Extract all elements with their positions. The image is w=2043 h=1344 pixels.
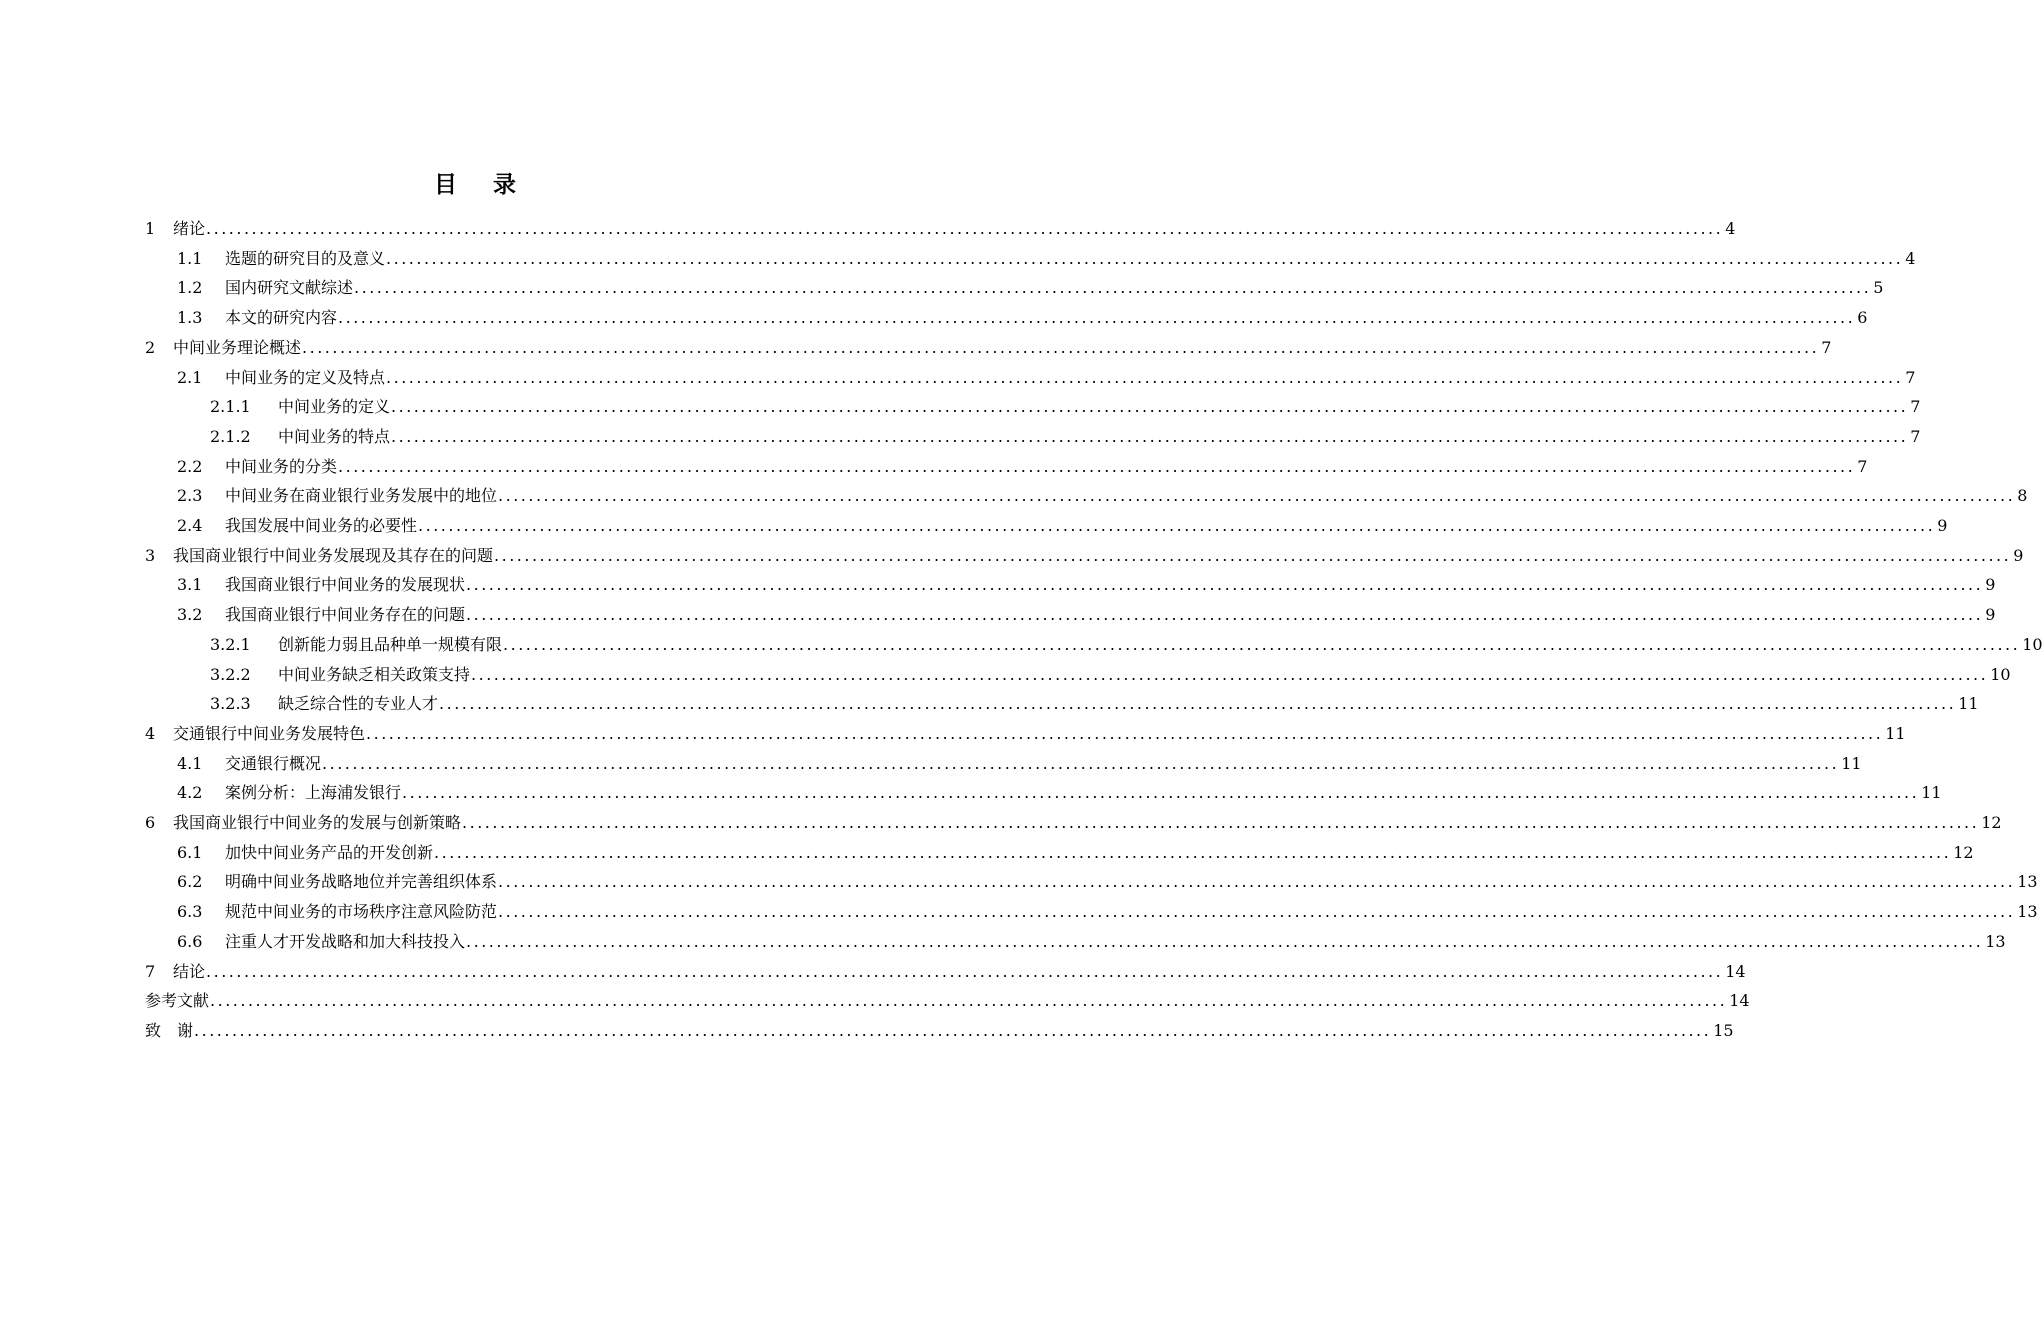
dot-leader: ........................................................................................................................................................................................................ xyxy=(322,753,1840,773)
toc-entry-title: 创新能力弱且品种单一规模有限 xyxy=(278,634,503,654)
toc-entry-page: 9 xyxy=(1985,605,1996,625)
toc-entry-number: 3.2.1 xyxy=(210,634,251,654)
toc-entry[interactable] xyxy=(145,986,1750,1016)
toc-entry-page: 13 xyxy=(2017,902,2038,922)
toc-entry[interactable] xyxy=(177,511,1948,541)
page-title: 目 录 xyxy=(433,172,530,198)
toc-entry-number: 3.1 xyxy=(177,575,203,595)
toc-entry-title: 选题的研究目的及意义 xyxy=(225,248,386,268)
toc-entry[interactable] xyxy=(145,214,1736,244)
toc-entry-title: 明确中间业务战略地位并完善组织体系 xyxy=(225,872,498,892)
toc-entry-number: 2.3 xyxy=(177,486,203,506)
dot-leader: ........................................................................................................................................................................................................ xyxy=(206,961,1724,981)
toc-entry-title: 参考文献 xyxy=(145,991,210,1011)
toc-entry-title: 中间业务理论概述 xyxy=(173,337,302,357)
dot-leader: ........................................................................................................................................................................................................ xyxy=(210,991,1728,1011)
toc-entry-page: 9 xyxy=(1985,575,1996,595)
toc-entry[interactable] xyxy=(177,452,1868,482)
toc-entry[interactable] xyxy=(145,957,1746,987)
toc-entry-number: 3 xyxy=(145,545,156,565)
toc-entry-page: 15 xyxy=(1713,1020,1734,1040)
toc-entry-number: 2.1 xyxy=(177,367,203,387)
toc-entry[interactable] xyxy=(177,244,1916,274)
toc-entry-page: 11 xyxy=(1921,783,1942,803)
toc-entry-page: 4 xyxy=(1725,219,1736,238)
dot-leader: ........................................................................................................................................................................................................ xyxy=(391,426,1909,446)
toc-entry-title: 中间业务的分类 xyxy=(225,456,338,476)
toc-entry[interactable] xyxy=(210,689,1979,719)
toc-entry-page: 14 xyxy=(1725,961,1746,981)
toc-entry-title: 交通银行中间业务发展特色 xyxy=(173,723,366,743)
toc-entry[interactable] xyxy=(177,481,2028,511)
toc-entry-page: 9 xyxy=(2013,545,2024,565)
toc-entry-number: 4.1 xyxy=(177,753,203,773)
toc-entry-page: 8 xyxy=(2017,486,2028,506)
dot-leader: ........................................................................................................................................................................................................ xyxy=(391,397,1909,417)
toc-entry[interactable] xyxy=(210,660,2011,690)
toc-entry-number: 2 xyxy=(145,337,156,357)
toc-entry-title: 结论 xyxy=(173,961,206,981)
dot-leader: ........................................................................................................................................................................................................ xyxy=(386,248,1904,268)
toc-entry-number: 4 xyxy=(145,723,156,743)
toc-entry-number: 6.3 xyxy=(177,902,203,922)
toc-entry-title: 我国商业银行中间业务存在的问题 xyxy=(225,605,466,625)
dot-leader: ........................................................................................................................................................................................................ xyxy=(498,902,2016,922)
dot-leader: ........................................................................................................................................................................................................ xyxy=(302,337,1820,357)
toc-entry-title: 案例分析：上海浦发银行 xyxy=(225,783,402,803)
toc-entry-page: 12 xyxy=(1953,842,1974,862)
toc-entry-page: 14 xyxy=(1729,991,1750,1011)
toc-entry[interactable] xyxy=(177,897,2038,927)
toc-entry-title: 注重人才开发战略和加大科技投入 xyxy=(225,931,466,951)
dot-leader: ........................................................................................................................................................................................................ xyxy=(471,664,1989,684)
toc-entry-title: 本文的研究内容 xyxy=(225,308,338,328)
toc-entry[interactable] xyxy=(210,630,2043,660)
toc-entry-title: 中间业务的定义 xyxy=(278,397,391,417)
dot-leader: ........................................................................................................................................................................................................ xyxy=(338,308,1856,328)
toc-entry[interactable] xyxy=(177,273,1884,303)
dot-leader: ........................................................................................................................................................................................................ xyxy=(338,456,1856,476)
toc-entry-number: 2.4 xyxy=(177,516,203,535)
toc-entry-title: 加快中间业务产品的开发创新 xyxy=(225,842,434,862)
toc-entry-number: 2.2 xyxy=(177,456,203,476)
dot-leader: ........................................................................................................................................................................................................ xyxy=(366,723,1884,743)
toc-entry-page: 7 xyxy=(1821,337,1832,357)
toc-entry-number: 6.1 xyxy=(177,842,203,862)
toc-entry-page: 7 xyxy=(1905,367,1916,387)
toc-entry[interactable] xyxy=(177,778,1942,808)
toc-entry-page: 6 xyxy=(1857,308,1868,328)
toc-entry-page: 7 xyxy=(1910,397,1921,417)
toc-entry-number: 6 xyxy=(145,813,156,832)
dot-leader: ........................................................................................................................................................................................................ xyxy=(402,783,1920,803)
toc-entry[interactable] xyxy=(145,808,2002,838)
toc-entry-number: 3.2.2 xyxy=(210,664,251,684)
dot-leader: ........................................................................................................................................................................................................ xyxy=(439,694,1957,714)
toc-entry[interactable] xyxy=(145,333,1832,363)
dot-leader: ........................................................................................................................................................................................................ xyxy=(498,872,2016,892)
dot-leader: ........................................................................................................................................................................................................ xyxy=(466,931,1984,951)
toc-entry-number: 7 xyxy=(145,961,156,981)
toc-entry-title: 交通银行概况 xyxy=(225,753,322,773)
toc-entry-title: 规范中间业务的市场秩序注意风险防范 xyxy=(225,902,498,922)
toc-entry-page: 11 xyxy=(1841,753,1862,773)
dot-leader: ........................................................................................................................................................................................................ xyxy=(462,813,1980,832)
toc-entry-page: 11 xyxy=(1958,694,1979,714)
toc-entry-title: 中间业务的特点 xyxy=(278,426,391,446)
toc-entry-page: 10 xyxy=(1990,664,2011,684)
toc-entry-title: 我国商业银行中间业务的发展与创新策略 xyxy=(173,813,462,832)
toc-entry-title: 我国商业银行中间业务发展现及其存在的问题 xyxy=(173,545,494,565)
toc-entry[interactable] xyxy=(177,838,1974,868)
toc-entry-page: 7 xyxy=(1910,426,1921,446)
toc-entry-page: 7 xyxy=(1857,456,1868,476)
toc-entry[interactable] xyxy=(177,749,1862,779)
toc-entry-page: 13 xyxy=(1985,931,2006,951)
toc-entry-title: 我国发展中间业务的必要性 xyxy=(225,516,418,535)
toc-entry-title: 绪论 xyxy=(173,219,206,238)
toc-entry[interactable] xyxy=(177,570,1996,600)
dot-leader: ........................................................................................................................................................................................................ xyxy=(494,545,2012,565)
toc-entry-page: 4 xyxy=(1905,248,1916,268)
toc-entry-number: 6.2 xyxy=(177,872,203,892)
toc-entry-number: 1.3 xyxy=(177,308,203,328)
toc-entry-number: 2.1.1 xyxy=(210,397,251,417)
toc-entry-page: 10 xyxy=(2022,634,2043,654)
toc-entry[interactable] xyxy=(210,392,1921,422)
toc-entry-number: 3.2.3 xyxy=(210,694,251,714)
toc-entry-page: 9 xyxy=(1937,516,1948,535)
dot-leader: ........................................................................................................................................................................................................ xyxy=(354,278,1872,298)
toc-entry[interactable] xyxy=(177,927,2006,957)
toc-entry-page: 5 xyxy=(1873,278,1884,298)
toc-entry-number: 3.2 xyxy=(177,605,203,625)
toc-entry-page: 11 xyxy=(1885,723,1906,743)
toc-entry[interactable] xyxy=(177,600,1996,630)
dot-leader: ........................................................................................................................................................................................................ xyxy=(498,486,2016,506)
toc-entry-number: 4.2 xyxy=(177,783,203,803)
toc-entry-title: 致 谢 xyxy=(145,1020,194,1040)
toc-entry-title: 我国商业银行中间业务的发展现状 xyxy=(225,575,466,595)
toc-entry-number: 1.1 xyxy=(177,248,203,268)
toc-entry-title: 国内研究文献综述 xyxy=(225,278,354,298)
toc-entry[interactable] xyxy=(145,1016,1734,1046)
dot-leader: ........................................................................................................................................................................................................ xyxy=(466,575,1984,595)
toc-entry-page: 13 xyxy=(2017,872,2038,892)
toc-entry[interactable] xyxy=(177,867,2038,897)
dot-leader: ........................................................................................................................................................................................................ xyxy=(386,367,1904,387)
toc-entry-title: 中间业务缺乏相关政策支持 xyxy=(278,664,471,684)
toc-entry-number: 6.6 xyxy=(177,931,203,951)
toc-entry-number: 2.1.2 xyxy=(210,426,251,446)
toc-entry-number: 1.2 xyxy=(177,278,203,298)
toc-entry[interactable] xyxy=(177,303,1868,333)
dot-leader: ........................................................................................................................................................................................................ xyxy=(503,634,2021,654)
dot-leader: ........................................................................................................................................................................................................ xyxy=(206,219,1724,238)
toc-entry-title: 缺乏综合性的专业人才 xyxy=(278,694,439,714)
dot-leader: ........................................................................................................................................................................................................ xyxy=(194,1020,1712,1040)
toc-entry[interactable] xyxy=(145,719,1906,749)
toc-entry-title: 中间业务的定义及特点 xyxy=(225,367,386,387)
toc-entry-number: 1 xyxy=(145,219,156,238)
dot-leader: ........................................................................................................................................................................................................ xyxy=(418,516,1936,535)
toc-entry[interactable] xyxy=(210,422,1921,452)
dot-leader: ........................................................................................................................................................................................................ xyxy=(434,842,1952,862)
toc-entry[interactable] xyxy=(177,363,1916,393)
toc-entry[interactable] xyxy=(145,541,2024,571)
toc-entry-page: 12 xyxy=(1981,813,2002,832)
dot-leader: ........................................................................................................................................................................................................ xyxy=(466,605,1984,625)
toc-entry-title: 中间业务在商业银行业务发展中的地位 xyxy=(225,486,498,506)
